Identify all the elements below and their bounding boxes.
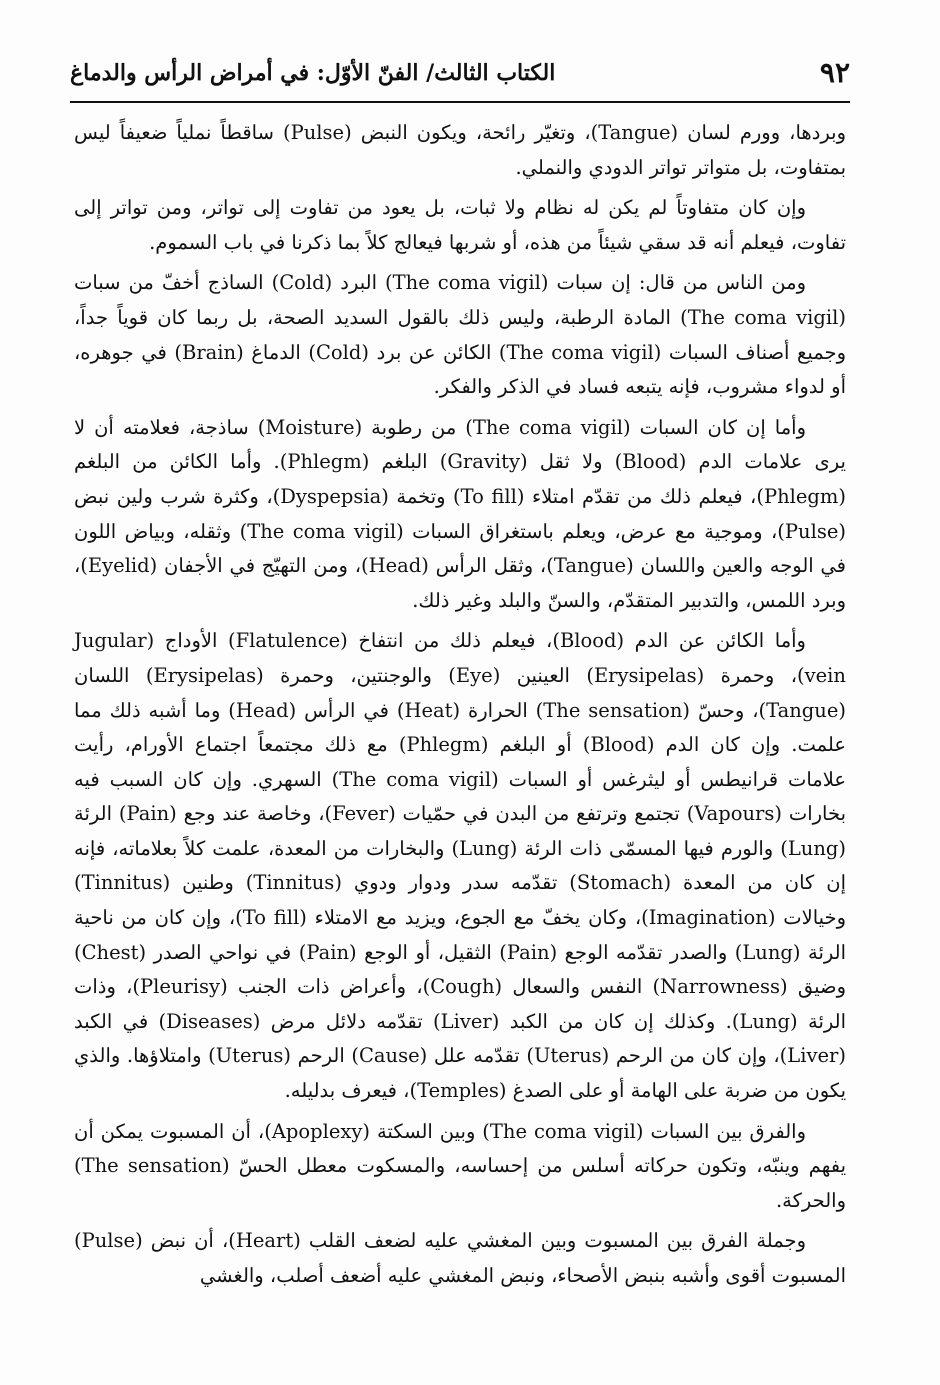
paragraph: وأما إن كان السبات (The coma vigil) من رطوبة (Moisture) ساذجة، فعلامته أن لا يرى علامات الدم (Blood) ولا ثقل (Gravity) البلغم (Phlegm). وأما الكائن من البلغم (Phlegm)، فيعلم ذلك من تقدّم امتلاء (To fill) وتخمة (Dyspepsia)، وكثرة شرب ولين نبض (Pulse)، وموجية مع عرض، ويعلم باستغراق السبات (The coma vigil) وثقله، وبياض اللون في الوجه والعين واللسان (Tangue)، وثقل الرأس (Head)، ومن التهيّج في الأجفان (Eyelid)، وبرد اللمس، والتدبير المتقدّم، والسنّ والبلد وغير ذلك. — [74, 415, 846, 612]
page-number: ٩٢ — [819, 56, 850, 89]
paragraph: وإن كان متفاوتاً لم يكن له نظام ولا ثبات، بل يعود من تفاوت إلى تواتر، ومن تواتر إلى تفاوت، فيعلم أنه قد سقي شيئاً من هذه، أو شربها فيعالج كلاً بما ذكرنا في باب السموم. — [74, 196, 846, 254]
header-divider — [70, 101, 850, 103]
paragraph: وبردها، وورم لسان (Tangue)، وتغيّر رائحة، ويكون النبض (Pulse) ساقطاً نملياً ضعيفاً ليس بمتفاوت، بل متواتر تواتر الدودي والنملي. — [74, 121, 846, 179]
body-text — [74, 116, 846, 1300]
paragraph: وجملة الفرق بين المسبوت وبين المغشي عليه لضعف القلب (Heart)، أن نبض (Pulse) المسبوت أقوى وأشبه بنبض الأصحاء، ونبض المغشي عليه أضعف أصلب، والغشي — [74, 1229, 846, 1287]
page-header — [70, 52, 850, 98]
running-title: الكتاب الثالث/ الفنّ الأوّل: في أمراض الرأس والدماغ — [70, 60, 556, 86]
paragraph: والفرق بين السبات (The coma vigil) وبين السكتة (Apoplexy)، أن المسبوت يمكن أن يفهم وينبّه، وتكون حركاته أسلس من إحساسه، والمسكوت معطل الحسّ (The sensation) والحركة. — [74, 1119, 846, 1212]
paragraph: ومن الناس من قال: إن سبات (The coma vigil) البرد (Cold) الساذج أخفّ من سبات (The coma vigil) المادة الرطبة، وليس ذلك بالقول السديد الصحة، بل ربما كان قوياً جداً، وجميع أصناف السبات (The coma vigil) الكائن عن برد (Cold) الدماغ (Brain) في جوهره، أو لدواء مشروب، فإنه يتبعه فساد في الذكر والفكر. — [74, 271, 847, 399]
paragraph: وأما الكائن عن الدم (Blood)، فيعلم ذلك من انتفاخ (Flatulence) الأوداج (Jugular vein)، وحمرة (Erysipelas) العينين (Eye) والوجنتين، وحمرة (Erysipelas) اللسان (Tangue)، وحسّ (The sensation) الحرارة (Heat) في الرأس (Head) وما أشبه ذلك مما علمت. وإن كان الدم (Blood) أو البلغم (Phlegm) مع ذلك مجتمعاً اجتماع الأورام، رأيت علامات قرانيطس أو ليثرغس أو السبات (The coma vigil) السهري. وإن كان السبب فيه بخارات (Vapours) تجتمع وترتفع من البدن في حمّيات (Fever)، وخاصة عند وجع (Pain) الرئة (Lung) والورم فيها المسمّى ذات الرئة (Lung) والبخارات من المعدة، علمت كلاً بعلاماته، فإنه إن كان من المعدة (Stomach) تقدّمه سدر ودوار ودوي (Tinnitus) وطنين (Tinnitus) وخيالات (Imagination)، وكان يخفّ مع الجوع، ويزيد مع الامتلاء (To fill)، وإن كان من ناحية الرئة (Lung) والصدر تقدّمه الوجع (Pain) الثقيل، أو الوجع (Pain) في نواحي الصدر (Chest) وضيق (Narrowness) النفس والسعال (Cough)، وأعراض ذات الجنب (Pleurisy)، وذات الرئة (Lung). وكذلك إن كان من الكبد (Liver) تقدّمه دلائل مرض (Diseases) في الكبد (Liver)، وإن كان من الرحم (Uterus) تقدّمه علل (Cause) الرحم (Uterus) وامتلاؤها. والذي يكون من ضربة على الهامة أو على الصدغ (Temples)، فيعرف بدليله. — [74, 629, 847, 1103]
